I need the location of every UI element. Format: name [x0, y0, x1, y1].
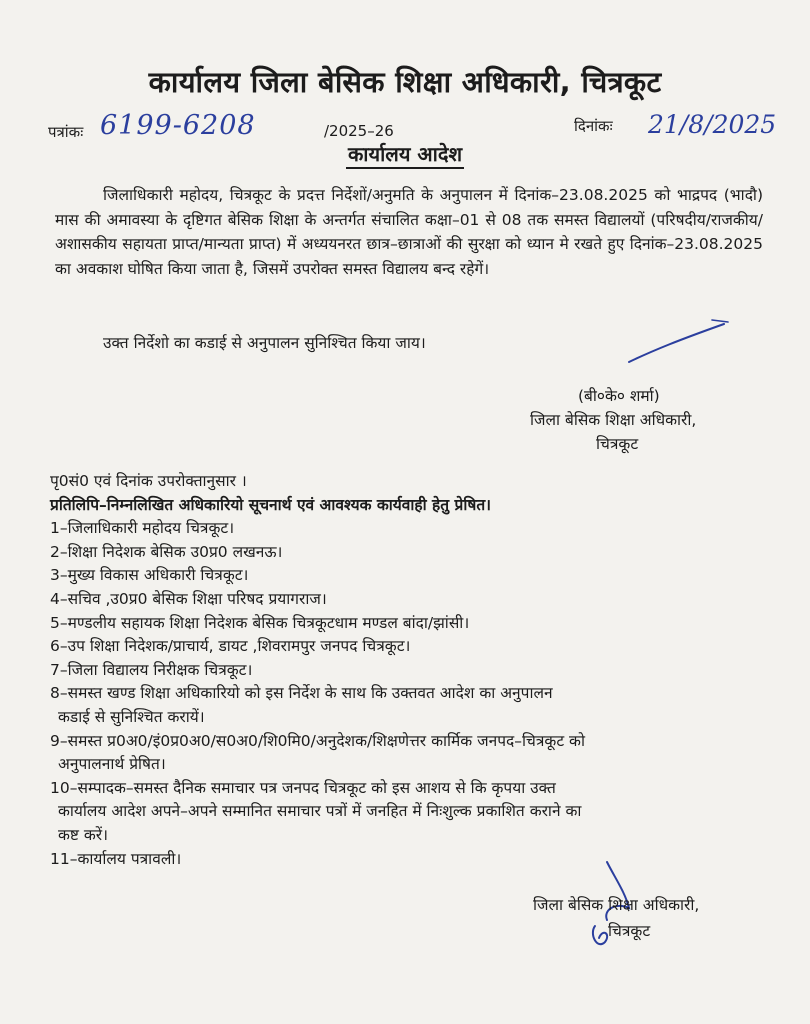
list-item-continuation: अनुपालनार्थ प्रेषित। — [58, 755, 166, 774]
list-item-continuation: कार्यालय आदेश अपने–अपने सम्मानित समाचार पत्रों में जनहित में निःशुल्क प्रकाशित कराने का — [58, 802, 582, 821]
copy-section — [50, 470, 766, 871]
signature-mark-icon — [624, 312, 734, 372]
list-item: 4–सचिव ,उ0प्र0 बेसिक शिक्षा परिषद प्रयागराज। — [50, 589, 327, 608]
copy-ref-line: पृ0सं0 एवं दिनांक उपरोक्तानुसार । — [50, 472, 247, 490]
signature-block-bottom — [533, 892, 773, 944]
bottom-designation: जिला बेसिक शिक्षा अधिकारी, — [533, 896, 700, 914]
list-item: 9–समस्त प्र0अ0/इं0प्र0अ0/स0अ0/शि0मि0/अनुदेशक/शिक्षणेत्तर कार्मिक जनपद–चित्रकूट को — [50, 731, 585, 750]
order-paragraph-1: जिलाधिकारी महोदय, चित्रकूट के प्रदत्त निर्देशों/अनुमति के अनुपालन में दिनांक–23.08.2025 को भाद्रपद (भादौ) मास की अमावस्या के दृष्टिगत बेसिक शिक्षा के अन्तर्गत संचालित कक्षा–01 से 08 तक समस्त विद्यालयों (परिषदीय/राजकीय/अशासकीय सहायता प्राप्त/मान्यता प्राप्त) में अध्ययनरत छात्र–छात्राओं की सुरक्षा को ध्यान मे रखते हुए दिनांक–23.08.2025 का अवकाश घोषित किया जाता है, जिसमें उपरोक्त समस्त विद्यालय बन्द रहेगें। — [55, 186, 763, 278]
officer-place: चित्रकूट — [596, 435, 639, 453]
list-item: 1–जिलाधिकारी महोदय चित्रकूट। — [50, 519, 235, 538]
handwritten-date: 21/8/2025 — [648, 110, 777, 139]
officer-name: (बी०के० शर्मा) — [578, 387, 660, 405]
list-item: 7–जिला विद्यालय निरीक्षक चित्रकूट। — [50, 660, 253, 679]
signature-block-top — [530, 384, 770, 456]
list-item-continuation: कडाई से सुनिश्चित करायें। — [58, 707, 205, 726]
list-item: 6–उप शिक्षा निदेशक/प्राचार्य, डायट ,शिवरामपुर जनपद चित्रकूट। — [50, 637, 411, 656]
copy-heading: प्रतिलिपि–निम्नलिखित अधिकारियो सूचनार्थ एवं आवश्यक कार्यवाही हेतु प्रेषित। — [50, 495, 492, 514]
list-item-continuation: कष्ट करें। — [58, 825, 109, 844]
order-title: कार्यालय आदेश — [346, 142, 464, 169]
list-item: 5–मण्डलीय सहायक शिक्षा निदेशक बेसिक चित्रकूटधाम मण्डल बांदा/झांसी। — [50, 613, 470, 632]
bottom-place: चित्रकूट — [608, 922, 651, 940]
reference-year: /2025–26 — [324, 122, 394, 140]
list-item: 2–शिक्षा निदेशक बेसिक उ0प्र0 लखनऊ। — [50, 542, 283, 561]
order-title-wrap — [0, 140, 810, 167]
date-label: दिनांकः — [574, 117, 613, 135]
office-header: कार्यालय जिला बेसिक शिक्षा अधिकारी, चित्रकूट — [148, 65, 662, 99]
list-item: 3–मुख्य विकास अधिकारी चित्रकूट। — [50, 566, 249, 585]
reference-label: पत्रांकः — [48, 123, 84, 141]
list-item: 10–सम्पादक–समस्त दैनिक समाचार पत्र जनपद चित्रकूट को इस आशय से कि कृपया उक्त — [50, 778, 556, 797]
list-item: 11–कार्यालय पत्रावली। — [50, 849, 182, 868]
order-paragraph-2: उक्त निर्देशो का कडाई से अनुपालन सुनिश्चित किया जाय। — [103, 334, 426, 352]
list-item: 8–समस्त खण्ड शिक्षा अधिकारियो को इस निर्देश के साथ कि उक्तवत आदेश का अनुपालन — [50, 684, 553, 703]
handwritten-reference-number: 6199-6208 — [100, 110, 256, 141]
officer-designation: जिला बेसिक शिक्षा अधिकारी, — [530, 411, 697, 429]
